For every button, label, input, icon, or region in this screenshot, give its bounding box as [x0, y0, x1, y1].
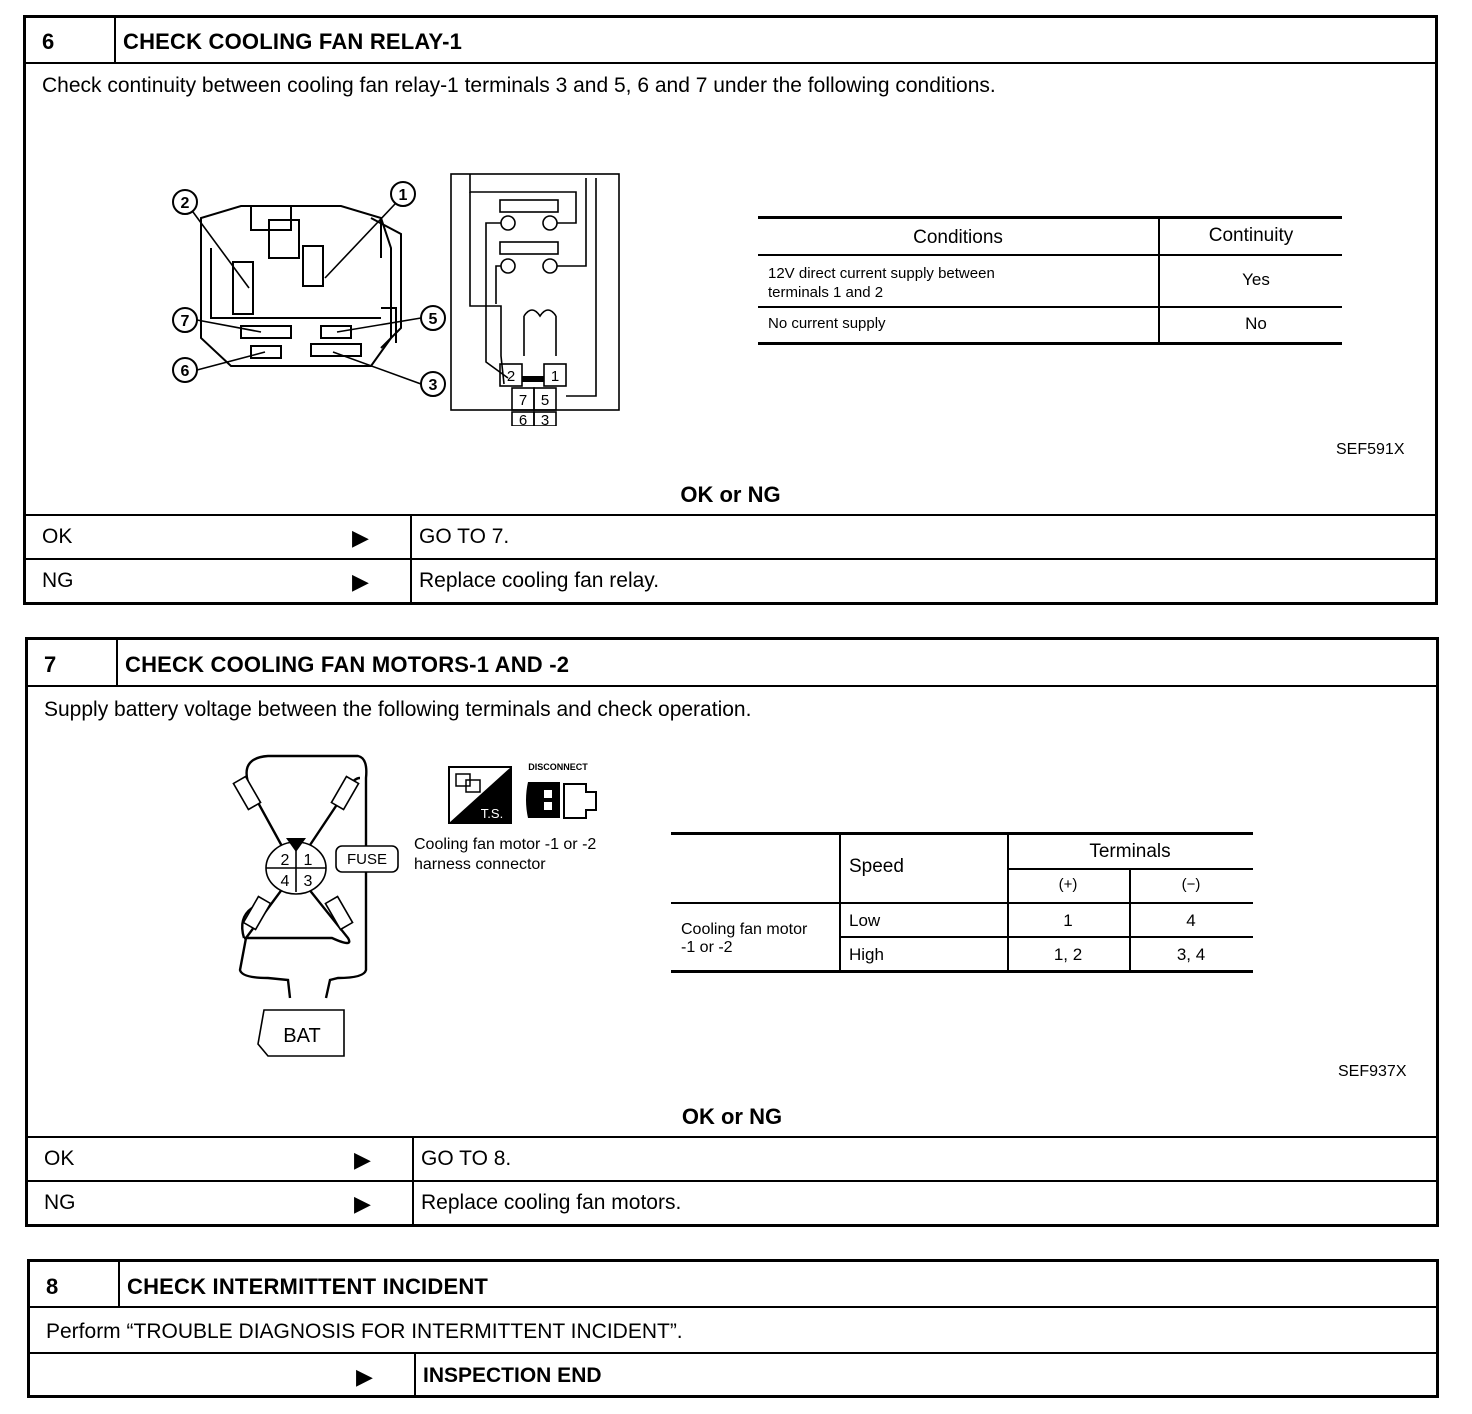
- header-speed: Speed: [849, 856, 904, 877]
- step-title: CHECK INTERMITTENT INCIDENT: [127, 1274, 489, 1299]
- connector-label-line1: Cooling fan motor -1 or -2: [414, 836, 597, 853]
- ok-or-ng-label: OK or NG: [680, 482, 781, 507]
- step-8-panel: [27, 1259, 1439, 1398]
- terminals-table: [671, 832, 1255, 976]
- callout-7-label: 7: [180, 313, 190, 330]
- low-plus: 1: [1063, 911, 1073, 930]
- callout-3-label: 3: [428, 377, 438, 394]
- terminal-6: 6: [518, 412, 528, 426]
- step-description: Check continuity between cooling fan relay-1 terminals 3 and 5, 6 and 7 under the following conditions.: [42, 74, 996, 97]
- high-minus: 3, 4: [1176, 945, 1206, 964]
- ok-or-ng-label: OK or NG: [681, 1104, 783, 1129]
- ts-icon-label: T.S.: [480, 806, 504, 821]
- callout-5-label: 5: [428, 311, 438, 328]
- figure-code: SEF591X: [1336, 441, 1405, 458]
- header-conditions: Conditions: [913, 227, 1003, 248]
- header-plus: (+): [1058, 876, 1078, 893]
- result-ok-arrow-icon: ▶: [352, 525, 369, 550]
- result-ok-action: GO TO 8.: [421, 1147, 512, 1170]
- terminal-5: 5: [540, 392, 550, 409]
- disconnect-icon: [520, 760, 602, 826]
- step-description: Supply battery voltage between the following terminals and check operation.: [44, 698, 752, 721]
- row-label-line1: Cooling fan motor: [681, 921, 808, 938]
- speed-low: Low: [849, 911, 881, 930]
- pin-1: 1: [303, 852, 313, 869]
- result-ng-arrow-icon: ▶: [354, 1191, 371, 1216]
- result-ng-action: Replace cooling fan motors.: [421, 1191, 682, 1214]
- high-plus: 1, 2: [1053, 945, 1083, 964]
- disconnect-icon-label: DISCONNECT: [528, 762, 588, 772]
- result-arrow-icon: ▶: [356, 1364, 373, 1389]
- relay-connector-illustration: [141, 158, 451, 398]
- terminal-7: 7: [518, 392, 528, 409]
- step-7-panel: [25, 637, 1439, 1227]
- callout-6-label: 6: [180, 363, 190, 380]
- terminal-3: 3: [540, 412, 550, 426]
- terminal-2: 2: [506, 368, 516, 385]
- continuity-1: Yes: [1242, 270, 1270, 289]
- result-ok-label: OK: [42, 525, 73, 548]
- continuity-table: [758, 216, 1344, 346]
- figure-code: SEF937X: [1338, 1063, 1407, 1080]
- step-number: 6: [42, 29, 55, 54]
- result-ok-arrow-icon: ▶: [354, 1147, 371, 1172]
- callout-2-label: 2: [180, 195, 190, 212]
- continuity-2: No: [1245, 314, 1267, 333]
- header-terminals: Terminals: [1089, 841, 1171, 862]
- header-minus: (−): [1181, 876, 1201, 893]
- pin-4: 4: [280, 873, 290, 890]
- step-title: CHECK COOLING FAN MOTORS-1 AND -2: [125, 652, 570, 677]
- step-number: 7: [44, 652, 57, 677]
- condition-1-line1: 12V direct current supply between: [768, 265, 995, 282]
- inspection-end: INSPECTION END: [423, 1364, 602, 1387]
- fan-motor-circuit-diagram: [228, 748, 428, 1058]
- condition-2: No current supply: [768, 315, 886, 332]
- step-number: 8: [46, 1274, 59, 1299]
- step-6-panel: [23, 15, 1438, 605]
- result-ng-label: NG: [44, 1191, 76, 1214]
- terminal-1: 1: [550, 368, 560, 385]
- condition-1-line2: terminals 1 and 2: [768, 284, 884, 301]
- callout-1-label: 1: [398, 187, 408, 204]
- result-ng-label: NG: [42, 569, 74, 592]
- relay-schematic: [446, 156, 626, 426]
- battery-label: BAT: [283, 1025, 321, 1047]
- ts-icon: [448, 766, 512, 824]
- speed-high: High: [849, 945, 884, 964]
- header-continuity: Continuity: [1208, 225, 1294, 246]
- fuse-label: FUSE: [346, 851, 388, 868]
- result-ng-arrow-icon: ▶: [352, 569, 369, 594]
- connector-label-line2: harness connector: [414, 856, 546, 873]
- result-ok-label: OK: [44, 1147, 75, 1170]
- pin-3: 3: [303, 873, 313, 890]
- step-title: CHECK COOLING FAN RELAY-1: [123, 29, 463, 54]
- result-ng-action: Replace cooling fan relay.: [419, 569, 660, 592]
- low-minus: 4: [1186, 911, 1196, 930]
- result-ok-action: GO TO 7.: [419, 525, 510, 548]
- row-label-line2: -1 or -2: [681, 939, 733, 956]
- pin-2: 2: [280, 852, 290, 869]
- step-description: Perform “TROUBLE DIAGNOSIS FOR INTERMITTENT INCIDENT”.: [46, 1320, 683, 1343]
